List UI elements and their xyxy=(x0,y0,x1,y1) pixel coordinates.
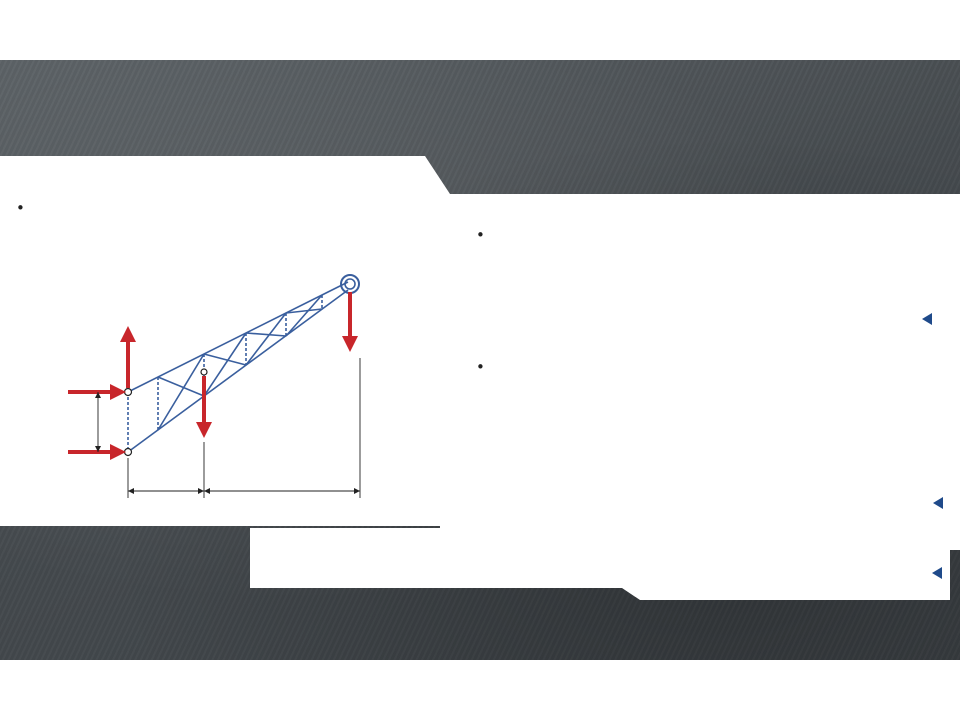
result-marker-icon xyxy=(932,567,942,579)
decorative-chevrons-top xyxy=(560,78,960,198)
result-marker-icon xyxy=(922,313,932,325)
decorative-chevrons-bottom xyxy=(0,532,250,610)
load-point xyxy=(201,369,207,375)
result-marker-icon xyxy=(933,497,943,509)
equation-sum-fy xyxy=(440,538,950,588)
crane-boom-truss xyxy=(128,275,359,452)
force-arrows xyxy=(68,292,358,460)
crane-free-body-diagram xyxy=(40,262,420,512)
equation-sum-fx xyxy=(445,446,948,516)
equation-moment-a xyxy=(432,286,950,334)
